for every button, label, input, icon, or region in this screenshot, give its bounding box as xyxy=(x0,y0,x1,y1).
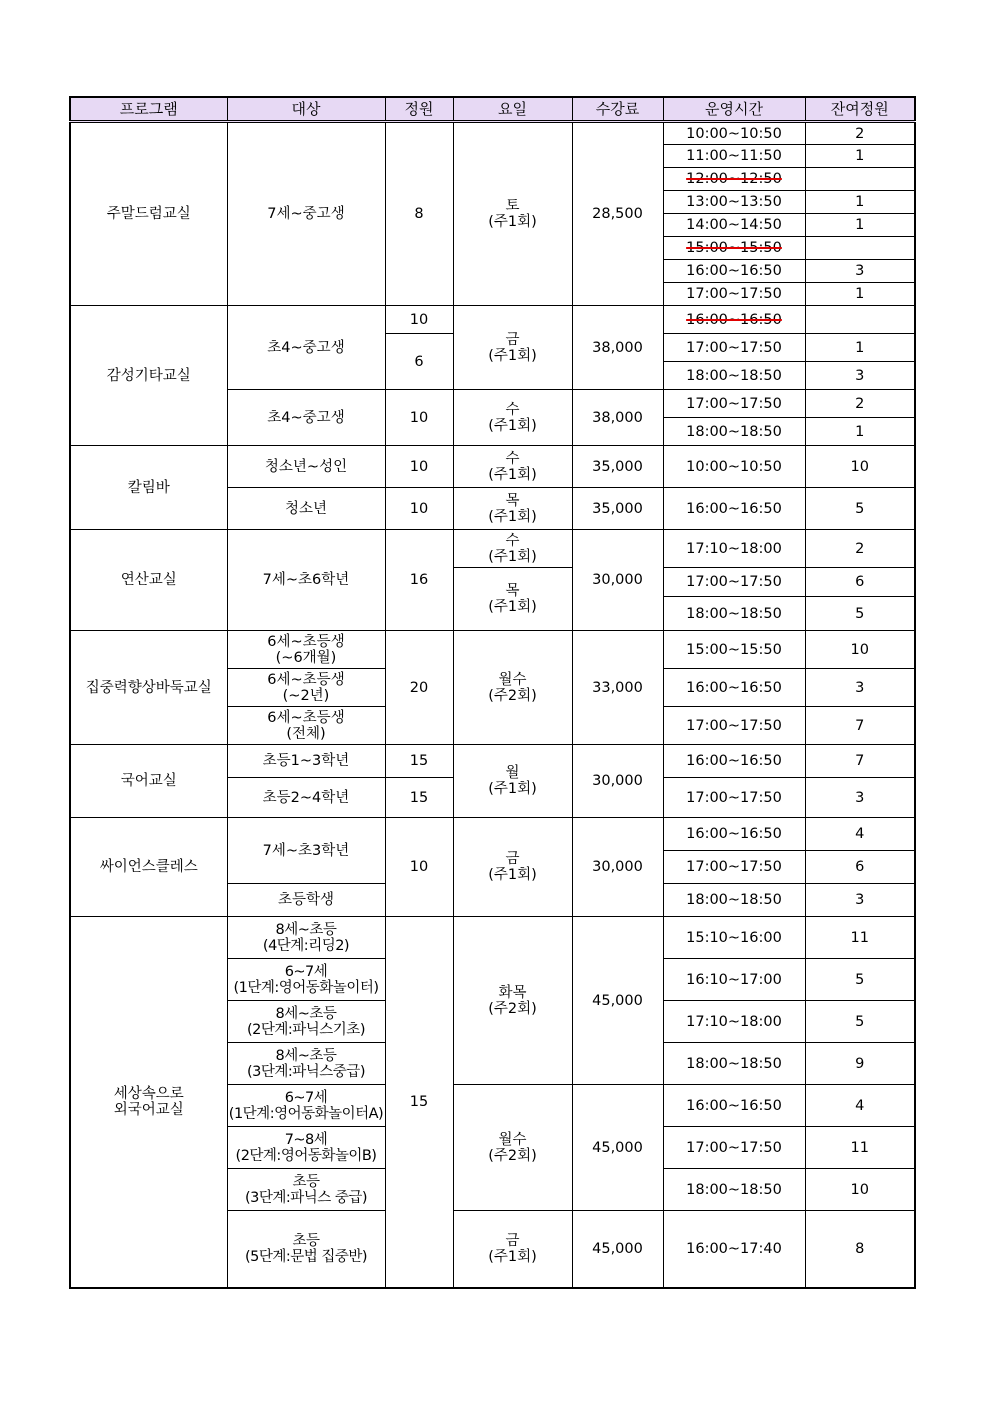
day-label: 수 xyxy=(505,450,520,467)
remaining-cell: 4 xyxy=(805,818,915,851)
remaining-cell: 1 xyxy=(805,334,915,362)
remaining-cell: 6 xyxy=(805,851,915,884)
time-cell: 18:00~18:50 xyxy=(663,1043,805,1085)
time-cell: 10:00~10:50 xyxy=(663,446,805,488)
day-note: (주1회) xyxy=(488,548,537,565)
fee-cell: 33,000 xyxy=(572,631,663,745)
target-cell xyxy=(227,1169,385,1211)
capacity-cell: 15 xyxy=(385,778,453,818)
time-cell: 17:00~17:50 xyxy=(663,707,805,745)
table-row xyxy=(70,530,915,568)
remaining-cell: 3 xyxy=(805,362,915,390)
time-cell: 17:10~18:00 xyxy=(663,530,805,568)
target-label: 6~7세 xyxy=(284,1089,328,1106)
time-cell: 17:00~17:50 xyxy=(663,283,805,306)
time-cell: 15:00~15:50 xyxy=(663,631,805,669)
time-cell: 16:10~17:00 xyxy=(663,959,805,1001)
fee-cell: 38,000 xyxy=(572,390,663,446)
fee-cell: 30,000 xyxy=(572,745,663,818)
target-cell xyxy=(227,1001,385,1043)
capacity-cell: 10 xyxy=(385,446,453,488)
program-line: 세상속으로 xyxy=(113,1085,184,1102)
day-cell xyxy=(453,530,572,568)
remaining-cell: 5 xyxy=(805,1001,915,1043)
program-name: 집중력향상바둑교실 xyxy=(70,631,227,745)
remaining-cell: 10 xyxy=(805,631,915,669)
day-cell xyxy=(453,306,572,390)
fee-cell: 30,000 xyxy=(572,818,663,917)
day-note: (주2회) xyxy=(488,1147,537,1164)
day-cell xyxy=(453,122,572,306)
fee-cell: 45,000 xyxy=(572,1211,663,1288)
capacity-cell: 16 xyxy=(385,530,453,631)
remaining-cell: 11 xyxy=(805,917,915,959)
remaining-cell: 2 xyxy=(805,530,915,568)
target-note: (3단계:파닉스중급) xyxy=(247,1063,365,1080)
fee-cell: 45,000 xyxy=(572,917,663,1085)
day-note: (주2회) xyxy=(488,687,537,704)
time-cell: 17:10~18:00 xyxy=(663,1001,805,1043)
remaining-cell: 11 xyxy=(805,1127,915,1169)
day-note: (주1회) xyxy=(488,781,537,797)
time-cell-closed xyxy=(663,306,805,334)
target-label: 6~7세 xyxy=(284,963,328,980)
struck-time: 12:00~12:50 xyxy=(686,171,782,187)
day-label: 수 xyxy=(505,532,520,549)
target-label: 초등 xyxy=(292,1173,320,1190)
day-label: 월수 xyxy=(498,1131,527,1148)
fee-cell: 35,000 xyxy=(572,488,663,530)
target-cell: 7세~중고생 xyxy=(227,122,385,306)
target-cell: 7세~초3학년 xyxy=(227,818,385,884)
time-cell: 18:00~18:50 xyxy=(663,1169,805,1211)
remaining-cell: 7 xyxy=(805,707,915,745)
time-cell: 18:00~18:50 xyxy=(663,597,805,631)
capacity-cell: 10 xyxy=(385,306,453,334)
fee-cell: 30,000 xyxy=(572,530,663,631)
table-row xyxy=(70,818,915,851)
day-label: 수 xyxy=(505,401,520,418)
header-time: 운영시간 xyxy=(663,97,805,122)
capacity-cell: 8 xyxy=(385,122,453,306)
time-cell: 17:00~17:50 xyxy=(663,778,805,818)
remaining-cell: 1 xyxy=(805,418,915,446)
target-cell: 청소년~성인 xyxy=(227,446,385,488)
program-name: 주말드럼교실 xyxy=(70,122,227,306)
target-cell xyxy=(227,669,385,707)
day-label: 화목 xyxy=(498,984,527,1001)
table-row xyxy=(70,631,915,669)
day-cell xyxy=(453,488,572,530)
remaining-cell: 4 xyxy=(805,1085,915,1127)
capacity-cell: 15 xyxy=(385,917,453,1288)
program-name xyxy=(70,917,227,1288)
day-note: (주1회) xyxy=(488,417,537,434)
day-note: (주1회) xyxy=(488,1248,537,1265)
program-name: 국어교실 xyxy=(70,745,227,818)
program-schedule-table xyxy=(69,96,916,1289)
day-cell xyxy=(453,1085,572,1211)
target-cell xyxy=(227,1211,385,1288)
table-row xyxy=(70,917,915,959)
time-cell: 16:00~16:50 xyxy=(663,669,805,707)
time-cell-closed xyxy=(663,168,805,191)
target-note: (전체) xyxy=(286,725,326,742)
time-cell: 16:00~16:50 xyxy=(663,260,805,283)
target-label: 6세~초등생 xyxy=(267,671,345,688)
time-cell: 17:00~17:50 xyxy=(663,334,805,362)
day-note: (주2회) xyxy=(488,1000,537,1017)
target-cell: 초등학생 xyxy=(227,884,385,917)
remaining-cell xyxy=(805,168,915,191)
target-cell xyxy=(227,1127,385,1169)
time-cell: 16:00~16:50 xyxy=(663,488,805,530)
day-cell xyxy=(453,568,572,631)
target-note: (4단계:리딩2) xyxy=(262,937,350,954)
header-day: 요일 xyxy=(453,97,572,122)
remaining-cell: 8 xyxy=(805,1211,915,1288)
target-label: 7~8세 xyxy=(284,1131,328,1148)
target-label: 8세~초등 xyxy=(275,1047,337,1064)
day-cell xyxy=(453,1211,572,1288)
header-program: 프로그램 xyxy=(70,97,227,122)
fee-cell: 45,000 xyxy=(572,1085,663,1211)
day-cell xyxy=(453,745,572,818)
table-row xyxy=(70,745,915,778)
day-note: (주1회) xyxy=(488,508,537,525)
header-remaining: 잔여정원 xyxy=(805,97,915,122)
day-label: 목 xyxy=(505,583,520,599)
program-name: 감성기타교실 xyxy=(70,306,227,446)
remaining-cell: 5 xyxy=(805,597,915,631)
remaining-cell: 9 xyxy=(805,1043,915,1085)
program-name: 칼림바 xyxy=(70,446,227,530)
header-fee: 수강료 xyxy=(572,97,663,122)
target-label: 8세~초등 xyxy=(275,921,337,938)
remaining-cell: 10 xyxy=(805,1169,915,1211)
day-note: (주1회) xyxy=(488,466,537,483)
day-note: (주1회) xyxy=(488,599,537,615)
remaining-cell: 3 xyxy=(805,778,915,818)
day-label: 금 xyxy=(505,331,520,348)
fee-cell: 28,500 xyxy=(572,122,663,306)
remaining-cell: 2 xyxy=(805,390,915,418)
target-note: (1단계:영어동화놀이터A) xyxy=(228,1105,384,1122)
time-cell: 17:00~17:50 xyxy=(663,1127,805,1169)
target-cell xyxy=(227,917,385,959)
remaining-cell: 3 xyxy=(805,884,915,917)
header-target: 대상 xyxy=(227,97,385,122)
target-cell xyxy=(227,707,385,745)
time-cell: 16:00~17:40 xyxy=(663,1211,805,1288)
day-cell xyxy=(453,446,572,488)
time-cell: 16:00~16:50 xyxy=(663,1085,805,1127)
time-cell: 15:10~16:00 xyxy=(663,917,805,959)
time-cell: 17:00~17:50 xyxy=(663,390,805,418)
time-cell: 13:00~13:50 xyxy=(663,191,805,214)
table-row xyxy=(70,122,915,145)
target-note: (3단계:파닉스 중급) xyxy=(244,1189,368,1206)
target-note: (5단계:문법 집중반) xyxy=(244,1248,368,1265)
target-note: (~2년) xyxy=(282,687,330,704)
remaining-cell: 1 xyxy=(805,214,915,237)
fee-cell: 35,000 xyxy=(572,446,663,488)
remaining-cell: 3 xyxy=(805,260,915,283)
time-cell-closed xyxy=(663,237,805,260)
struck-time: 15:00~15:50 xyxy=(686,240,782,256)
program-name: 연산교실 xyxy=(70,530,227,631)
remaining-cell: 10 xyxy=(805,446,915,488)
day-note: (주1회) xyxy=(488,347,537,364)
day-label: 금 xyxy=(505,851,520,867)
remaining-cell: 3 xyxy=(805,669,915,707)
program-name: 싸이언스클레스 xyxy=(70,818,227,917)
remaining-cell: 1 xyxy=(805,191,915,214)
day-label: 월 xyxy=(505,765,520,781)
time-cell: 18:00~18:50 xyxy=(663,418,805,446)
target-note: (2단계:파닉스기초) xyxy=(247,1021,365,1038)
target-cell: 초등1~3학년 xyxy=(227,745,385,778)
remaining-cell: 5 xyxy=(805,488,915,530)
remaining-cell: 6 xyxy=(805,568,915,597)
target-cell: 청소년 xyxy=(227,488,385,530)
time-cell: 18:00~18:50 xyxy=(663,884,805,917)
time-cell: 17:00~17:50 xyxy=(663,568,805,597)
target-note: (1단계:영어동화놀이터) xyxy=(233,979,379,996)
remaining-cell: 1 xyxy=(805,283,915,306)
remaining-cell xyxy=(805,237,915,260)
day-note: (주1회) xyxy=(488,867,537,883)
capacity-cell: 10 xyxy=(385,818,453,917)
table-row xyxy=(70,446,915,488)
day-cell xyxy=(453,631,572,745)
target-note: (2단계:영어동화놀이B) xyxy=(235,1147,377,1164)
target-label: 초등 xyxy=(292,1232,320,1249)
time-cell: 10:00~10:50 xyxy=(663,122,805,145)
header-row xyxy=(70,97,915,122)
remaining-cell: 7 xyxy=(805,745,915,778)
target-cell: 초4~중고생 xyxy=(227,390,385,446)
remaining-cell: 5 xyxy=(805,959,915,1001)
capacity-cell: 20 xyxy=(385,631,453,745)
day-cell xyxy=(453,818,572,917)
capacity-cell: 15 xyxy=(385,745,453,778)
time-cell: 18:00~18:50 xyxy=(663,362,805,390)
target-note: (~6개월) xyxy=(275,649,337,666)
day-note: (주1회) xyxy=(488,214,537,230)
capacity-cell: 10 xyxy=(385,488,453,530)
table-row xyxy=(70,306,915,334)
day-label: 월수 xyxy=(498,671,527,688)
capacity-cell: 10 xyxy=(385,390,453,446)
fee-cell: 38,000 xyxy=(572,306,663,390)
target-label: 6세~초등생 xyxy=(267,633,345,650)
time-cell: 16:00~16:50 xyxy=(663,818,805,851)
day-label: 목 xyxy=(505,492,520,509)
program-line: 외국어교실 xyxy=(113,1101,184,1118)
struck-time: 16:00~16:50 xyxy=(686,311,782,328)
header-capacity: 정원 xyxy=(385,97,453,122)
time-cell: 17:00~17:50 xyxy=(663,851,805,884)
target-cell: 초등2~4학년 xyxy=(227,778,385,818)
remaining-cell: 2 xyxy=(805,122,915,145)
target-label: 6세~초등생 xyxy=(267,709,345,726)
target-cell: 7세~초6학년 xyxy=(227,530,385,631)
target-cell xyxy=(227,1043,385,1085)
target-label: 8세~초등 xyxy=(275,1005,337,1022)
target-cell: 초4~중고생 xyxy=(227,306,385,390)
time-cell: 16:00~16:50 xyxy=(663,745,805,778)
remaining-cell: 1 xyxy=(805,145,915,168)
day-cell xyxy=(453,917,572,1085)
target-cell xyxy=(227,631,385,669)
day-label: 금 xyxy=(505,1232,520,1249)
remaining-cell xyxy=(805,306,915,334)
time-cell: 14:00~14:50 xyxy=(663,214,805,237)
capacity-cell: 6 xyxy=(385,334,453,390)
day-cell xyxy=(453,390,572,446)
time-cell: 11:00~11:50 xyxy=(663,145,805,168)
target-cell xyxy=(227,1085,385,1127)
day-label: 토 xyxy=(505,198,520,214)
target-cell xyxy=(227,959,385,1001)
